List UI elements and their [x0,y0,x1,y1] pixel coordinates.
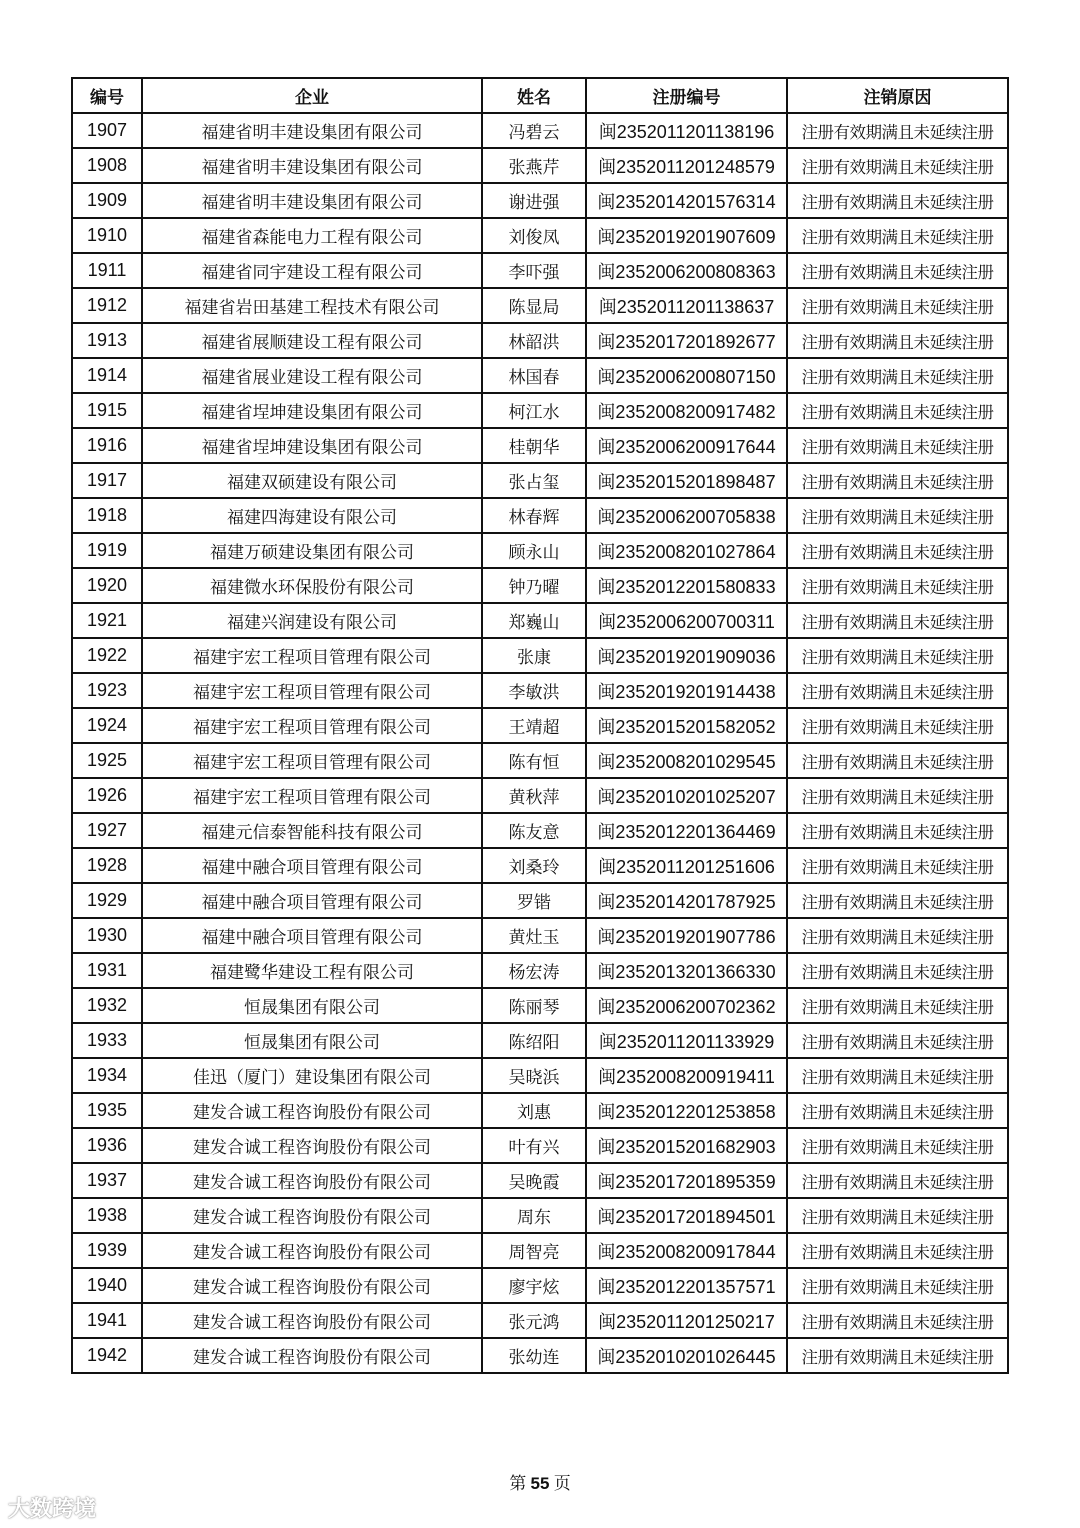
registration-number: 闽2352010201025207 [586,778,787,813]
person-name: 张幼连 [482,1338,586,1373]
cancellation-reason: 注册有效期满且未延续注册 [787,463,1008,498]
person-name: 吴晓浜 [482,1058,586,1093]
company-name: 福建中融合项目管理有限公司 [142,918,482,953]
table-row [72,1058,1008,1093]
registration-number: 闽2352012201357571 [586,1268,787,1303]
cancellation-reason: 注册有效期满且未延续注册 [787,1163,1008,1198]
cancellation-reason: 注册有效期满且未延续注册 [787,1233,1008,1268]
cancellation-reason: 注册有效期满且未延续注册 [787,603,1008,638]
table-row [72,463,1008,498]
company-name: 福建省森能电力工程有限公司 [142,218,482,253]
table-row [72,1198,1008,1233]
cancellation-reason: 注册有效期满且未延续注册 [787,1128,1008,1163]
person-name: 张燕芹 [482,148,586,183]
cancellation-reason: 注册有效期满且未延续注册 [787,218,1008,253]
row-number: 1911 [72,253,142,288]
cancellation-reason: 注册有效期满且未延续注册 [787,848,1008,883]
company-name: 恒晟集团有限公司 [142,1023,482,1058]
registration-number: 闽2352014201787925 [586,883,787,918]
table-row [72,953,1008,988]
registration-number: 闽2352006200702362 [586,988,787,1023]
company-name: 建发合诚工程咨询股份有限公司 [142,1268,482,1303]
row-number: 1925 [72,743,142,778]
company-name: 福建宇宏工程项目管理有限公司 [142,638,482,673]
person-name: 桂朝华 [482,428,586,463]
person-name: 周东 [482,1198,586,1233]
person-name: 罗锴 [482,883,586,918]
person-name: 钟乃曜 [482,568,586,603]
registration-number: 闽2352019201907786 [586,918,787,953]
row-number: 1920 [72,568,142,603]
company-name: 福建微水环保股份有限公司 [142,568,482,603]
row-number: 1929 [72,883,142,918]
table-row [72,568,1008,603]
row-number: 1919 [72,533,142,568]
row-number: 1933 [72,1023,142,1058]
row-number: 1935 [72,1093,142,1128]
person-name: 叶有兴 [482,1128,586,1163]
registration-number: 闽2352006200807150 [586,358,787,393]
row-number: 1915 [72,393,142,428]
cancellation-reason: 注册有效期满且未延续注册 [787,148,1008,183]
registration-number: 闽2352013201366330 [586,953,787,988]
cancellation-reason: 注册有效期满且未延续注册 [787,1023,1008,1058]
table-row [72,918,1008,953]
table-row [72,183,1008,218]
row-number: 1912 [72,288,142,323]
cancellation-reason: 注册有效期满且未延续注册 [787,638,1008,673]
page-prefix: 第 [509,1474,527,1493]
company-name: 福建省埕坤建设集团有限公司 [142,393,482,428]
cancellation-reason: 注册有效期满且未延续注册 [787,883,1008,918]
company-name: 建发合诚工程咨询股份有限公司 [142,1233,482,1268]
cancellation-reason: 注册有效期满且未延续注册 [787,393,1008,428]
company-name: 福建中融合项目管理有限公司 [142,883,482,918]
registration-number: 闽2352015201898487 [586,463,787,498]
company-name: 福建宇宏工程项目管理有限公司 [142,708,482,743]
row-number: 1908 [72,148,142,183]
table-row [72,1163,1008,1198]
registration-number: 闽2352006200705838 [586,498,787,533]
table-row [72,883,1008,918]
registration-number: 闽2352008200919411 [586,1058,787,1093]
registration-number: 闽2352011201248579 [586,148,787,183]
registration-number: 闽2352011201251606 [586,848,787,883]
cancellation-reason: 注册有效期满且未延续注册 [787,1338,1008,1373]
person-name: 廖宇炫 [482,1268,586,1303]
table-row [72,848,1008,883]
company-name: 福建四海建设有限公司 [142,498,482,533]
cancellation-reason: 注册有效期满且未延续注册 [787,953,1008,988]
registration-number: 闽2352017201895359 [586,1163,787,1198]
row-number: 1931 [72,953,142,988]
row-number: 1941 [72,1303,142,1338]
person-name: 吴晚霞 [482,1163,586,1198]
row-number: 1917 [72,463,142,498]
registration-number: 闽2352008201029545 [586,743,787,778]
registration-number: 闽2352014201576314 [586,183,787,218]
registration-number: 闽2352008200917482 [586,393,787,428]
registration-number: 闽2352011201133929 [586,1023,787,1058]
row-number: 1940 [72,1268,142,1303]
person-name: 顾永山 [482,533,586,568]
person-name: 林国春 [482,358,586,393]
cancellation-reason: 注册有效期满且未延续注册 [787,568,1008,603]
registration-number: 闽2352019201907609 [586,218,787,253]
cancellation-reason: 注册有效期满且未延续注册 [787,358,1008,393]
row-number: 1914 [72,358,142,393]
cancellation-table [71,77,1009,1374]
company-name: 福建省明丰建设集团有限公司 [142,113,482,148]
row-number: 1942 [72,1338,142,1373]
table-row [72,1233,1008,1268]
table-row [72,533,1008,568]
person-name: 刘惠 [482,1093,586,1128]
cancellation-reason: 注册有效期满且未延续注册 [787,533,1008,568]
table-row [72,393,1008,428]
registration-number: 闽2352012201253858 [586,1093,787,1128]
table-row [72,603,1008,638]
page-value: 55 [530,1474,550,1493]
row-number: 1918 [72,498,142,533]
registration-number: 闽2352010201026445 [586,1338,787,1373]
person-name: 王靖超 [482,708,586,743]
person-name: 陈有恒 [482,743,586,778]
company-name: 恒晟集团有限公司 [142,988,482,1023]
registration-number: 闽2352015201682903 [586,1128,787,1163]
registration-number: 闽2352008200917844 [586,1233,787,1268]
person-name: 李吓强 [482,253,586,288]
table-header-row [72,78,1008,113]
table-row [72,1303,1008,1338]
header-number: 编号 [72,78,142,113]
row-number: 1928 [72,848,142,883]
registration-number: 闽2352006200808363 [586,253,787,288]
cancellation-reason: 注册有效期满且未延续注册 [787,708,1008,743]
cancellation-reason: 注册有效期满且未延续注册 [787,1198,1008,1233]
page-suffix: 页 [553,1474,571,1493]
table-row [72,743,1008,778]
row-number: 1916 [72,428,142,463]
company-name: 福建省岩田基建工程技术有限公司 [142,288,482,323]
row-number: 1924 [72,708,142,743]
company-name: 福建万硕建设集团有限公司 [142,533,482,568]
row-number: 1939 [72,1233,142,1268]
cancellation-reason: 注册有效期满且未延续注册 [787,428,1008,463]
person-name: 张康 [482,638,586,673]
row-number: 1907 [72,113,142,148]
person-name: 陈绍阳 [482,1023,586,1058]
person-name: 谢进强 [482,183,586,218]
person-name: 郑巍山 [482,603,586,638]
cancellation-reason: 注册有效期满且未延续注册 [787,323,1008,358]
header-registration-number: 注册编号 [586,78,787,113]
person-name: 刘桑玲 [482,848,586,883]
company-name: 福建省埕坤建设集团有限公司 [142,428,482,463]
person-name: 林春辉 [482,498,586,533]
person-name: 黄灶玉 [482,918,586,953]
table-row [72,1338,1008,1373]
cancellation-reason: 注册有效期满且未延续注册 [787,183,1008,218]
table-row [72,113,1008,148]
company-name: 建发合诚工程咨询股份有限公司 [142,1093,482,1128]
registration-number: 闽2352011201250217 [586,1303,787,1338]
cancellation-reason: 注册有效期满且未延续注册 [787,778,1008,813]
cancellation-reason: 注册有效期满且未延续注册 [787,113,1008,148]
company-name: 佳迅（厦门）建设集团有限公司 [142,1058,482,1093]
registration-number: 闽2352012201580833 [586,568,787,603]
row-number: 1921 [72,603,142,638]
cancellation-reason: 注册有效期满且未延续注册 [787,918,1008,953]
company-name: 福建兴润建设有限公司 [142,603,482,638]
registration-number: 闽2352017201892677 [586,323,787,358]
table-row [72,813,1008,848]
registration-number: 闽2352006200917644 [586,428,787,463]
person-name: 柯江水 [482,393,586,428]
table-row [72,288,1008,323]
company-name: 福建省明丰建设集团有限公司 [142,183,482,218]
header-cancellation-reason: 注销原因 [787,78,1008,113]
table-row [72,1023,1008,1058]
table-row [72,708,1008,743]
company-name: 建发合诚工程咨询股份有限公司 [142,1303,482,1338]
table-row [72,323,1008,358]
table-row [72,638,1008,673]
registration-number: 闽2352019201909036 [586,638,787,673]
registration-number: 闽2352017201894501 [586,1198,787,1233]
company-name: 福建省明丰建设集团有限公司 [142,148,482,183]
person-name: 张占玺 [482,463,586,498]
person-name: 张元鸿 [482,1303,586,1338]
cancellation-reason: 注册有效期满且未延续注册 [787,813,1008,848]
row-number: 1927 [72,813,142,848]
cancellation-reason: 注册有效期满且未延续注册 [787,253,1008,288]
row-number: 1910 [72,218,142,253]
company-name: 建发合诚工程咨询股份有限公司 [142,1338,482,1373]
cancellation-reason: 注册有效期满且未延续注册 [787,498,1008,533]
row-number: 1909 [72,183,142,218]
company-name: 福建宇宏工程项目管理有限公司 [142,673,482,708]
registration-number: 闽2352008201027864 [586,533,787,568]
row-number: 1913 [72,323,142,358]
person-name: 黄秋萍 [482,778,586,813]
company-name: 建发合诚工程咨询股份有限公司 [142,1198,482,1233]
company-name: 福建鹭华建设工程有限公司 [142,953,482,988]
person-name: 陈友意 [482,813,586,848]
table-row [72,428,1008,463]
watermark-text: 大数跨境 [8,1497,97,1522]
table-row [72,1093,1008,1128]
table-row [72,253,1008,288]
row-number: 1936 [72,1128,142,1163]
header-company: 企业 [142,78,482,113]
registration-number: 闽2352012201364469 [586,813,787,848]
header-name: 姓名 [482,78,586,113]
person-name: 陈显局 [482,288,586,323]
cancellation-reason: 注册有效期满且未延续注册 [787,743,1008,778]
registration-number: 闽2352015201582052 [586,708,787,743]
company-name: 福建宇宏工程项目管理有限公司 [142,743,482,778]
table-row [72,148,1008,183]
company-name: 福建中融合项目管理有限公司 [142,848,482,883]
cancellation-reason: 注册有效期满且未延续注册 [787,1093,1008,1128]
registration-number: 闽2352006200700311 [586,603,787,638]
row-number: 1930 [72,918,142,953]
table-row [72,778,1008,813]
table-row [72,988,1008,1023]
row-number: 1923 [72,673,142,708]
company-name: 建发合诚工程咨询股份有限公司 [142,1163,482,1198]
cancellation-reason: 注册有效期满且未延续注册 [787,673,1008,708]
cancellation-reason: 注册有效期满且未延续注册 [787,988,1008,1023]
registration-number: 闽2352019201914438 [586,673,787,708]
person-name: 冯碧云 [482,113,586,148]
person-name: 周智亮 [482,1233,586,1268]
company-name: 福建元信泰智能科技有限公司 [142,813,482,848]
table-row [72,1268,1008,1303]
table-row [72,1128,1008,1163]
cancellation-reason: 注册有效期满且未延续注册 [787,1303,1008,1338]
table-row [72,218,1008,253]
table-row [72,498,1008,533]
row-number: 1932 [72,988,142,1023]
cancellation-reason: 注册有效期满且未延续注册 [787,288,1008,323]
row-number: 1922 [72,638,142,673]
company-name: 福建省展业建设工程有限公司 [142,358,482,393]
row-number: 1938 [72,1198,142,1233]
company-name: 福建双硕建设有限公司 [142,463,482,498]
registration-number: 闽2352011201138637 [586,288,787,323]
person-name: 杨宏涛 [482,953,586,988]
row-number: 1937 [72,1163,142,1198]
cancellation-reason: 注册有效期满且未延续注册 [787,1058,1008,1093]
company-name: 福建省同宇建设工程有限公司 [142,253,482,288]
cancellation-reason: 注册有效期满且未延续注册 [787,1268,1008,1303]
person-name: 李敏洪 [482,673,586,708]
table-row [72,673,1008,708]
page-number [0,1469,1080,1494]
company-name: 福建宇宏工程项目管理有限公司 [142,778,482,813]
person-name: 陈丽琴 [482,988,586,1023]
person-name: 刘俊凤 [482,218,586,253]
watermark-logo [8,1492,96,1523]
row-number: 1926 [72,778,142,813]
company-name: 建发合诚工程咨询股份有限公司 [142,1128,482,1163]
row-number: 1934 [72,1058,142,1093]
registration-number: 闽2352011201138196 [586,113,787,148]
table-body [72,113,1008,1373]
table-row [72,358,1008,393]
person-name: 林韶洪 [482,323,586,358]
company-name: 福建省展顺建设工程有限公司 [142,323,482,358]
